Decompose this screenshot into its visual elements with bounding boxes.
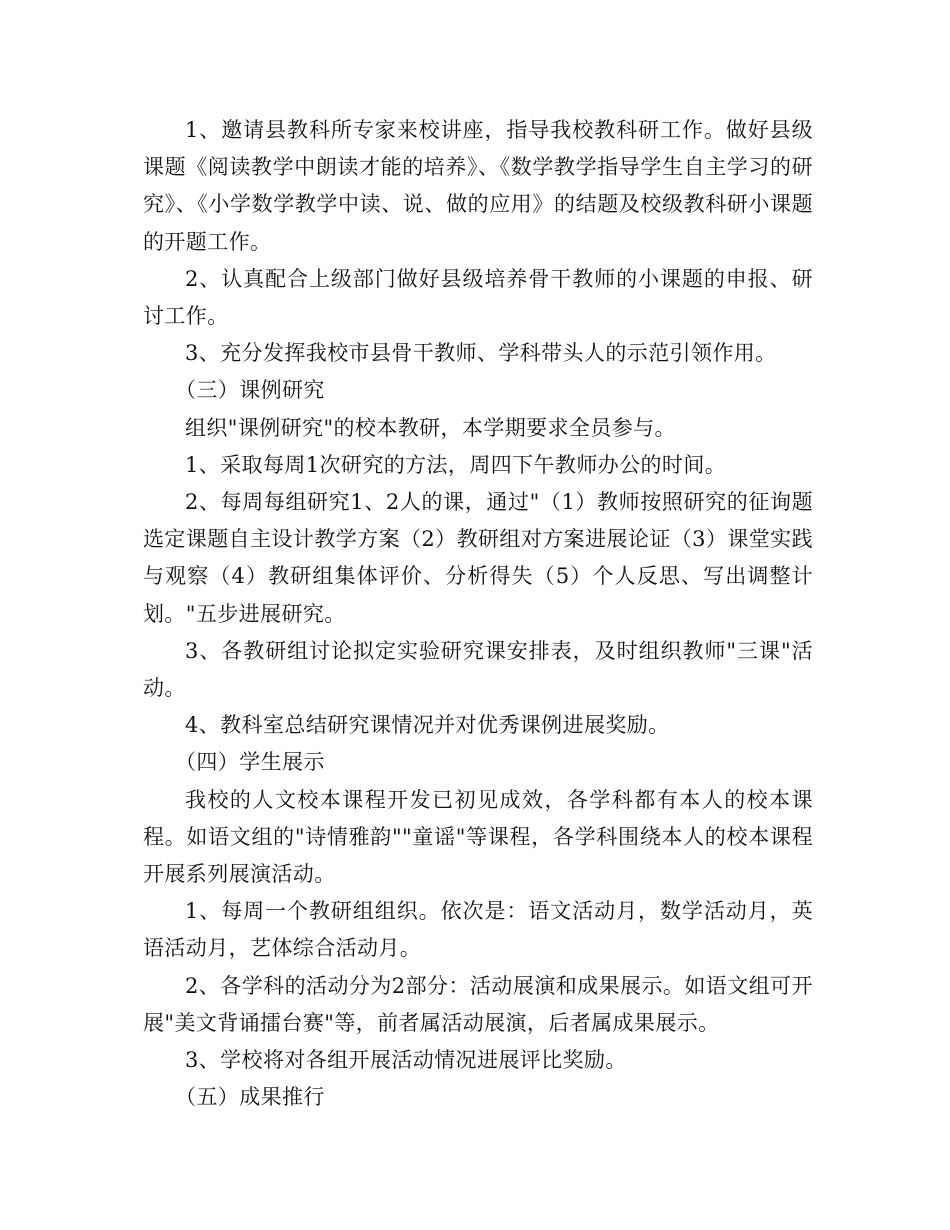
section-heading-lesson-study: （三）课例研究 [175,378,325,403]
paragraph-invite-experts: 1、邀请县教科所专家来校讲座，指导我校教科研工作。做好县级课题《阅读教学中朗读才能的培养》、《数学教学指导学生自主学习的研究》、《小学数学教学中读、说、做的应用》的结题及校级教科研小课题的开题工作。 [143,118,813,254]
paragraph-lesson-study-intro: 组织"课例研究"的校本教研，本学期要求全员参与。 [185,415,676,440]
paragraph-backbone-teachers: 3、充分发挥我校市县骨干教师、学科带头人的示范引领作用。 [185,341,777,366]
paragraph-five-steps: 2、每周每组研究1、2人的课，通过"（1）教师按照研究的征询题选定课题自主设计教学方案（2）教研组对方案进展论证（3）课堂实践与观察（4）教研组集体评价、分析得失（5）个人反思、写出调整计划。"五步进展研究。 [143,490,813,626]
paragraph-monthly-rotation: 1、每周一个教研组组织。依次是：语文活动月，数学活动月，英语活动月，艺体综合活动月。 [143,899,813,961]
section-heading-results: （五）成果推行 [175,1085,325,1110]
paragraph-school-curriculum: 我校的人文校本课程开发已初见成效，各学科都有本人的校本课程。如语文组的"诗情雅韵""童谣"等课程，各学科围绕本人的校本课程开展系列展演活动。 [143,787,813,887]
paragraph-schedule: 3、各教研组讨论拟定实验研究课安排表，及时组织教师"三课"活动。 [143,638,813,701]
section-heading-student-showcase: （四）学生展示 [175,750,325,775]
document-body [143,112,813,1116]
paragraph-two-parts: 2、各学科的活动分为2部分：活动展演和成果展示。如语文组可开展"美文背诵擂台赛"等，前者属活动展演，后者属成果展示。 [143,973,813,1035]
paragraph-summary-awards: 4、教科室总结研究课情况并对优秀课例进展奖励。 [185,713,670,738]
paragraph-cooperate-superiors: 2、认真配合上级部门做好县级培养骨干教师的小课题的申报、研讨工作。 [143,266,813,329]
paragraph-weekly-method: 1、采取每周1次研究的方法，周四下午教师办公的时间。 [185,452,727,477]
paragraph-evaluation: 3、学校将对各组开展活动情况进展评比奖励。 [185,1048,627,1073]
